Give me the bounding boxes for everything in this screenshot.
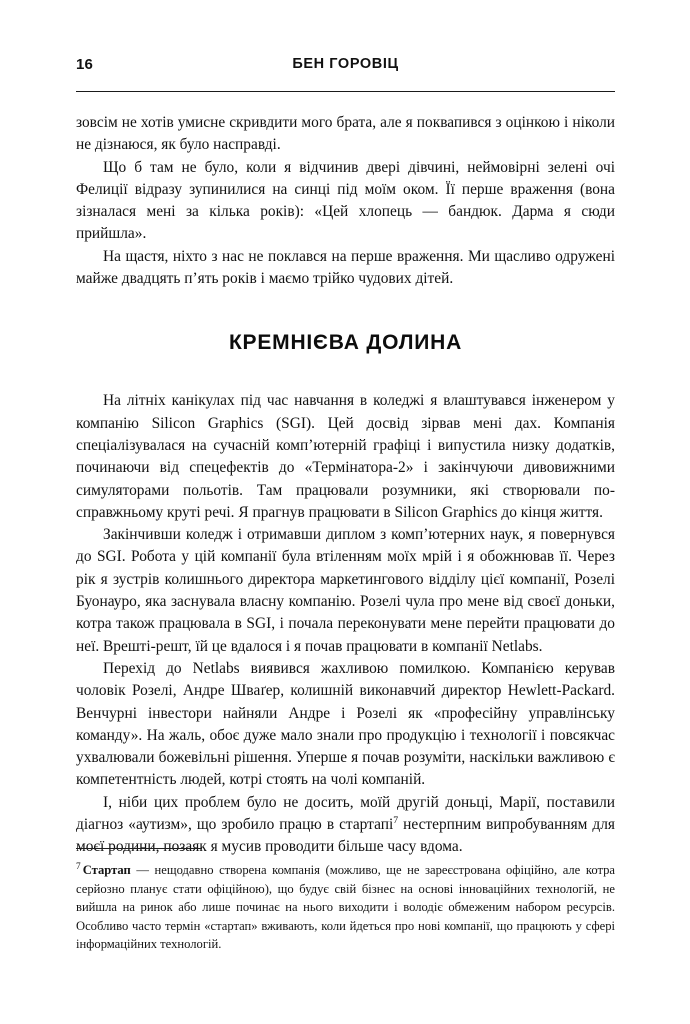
- footnote-term: Стартап: [82, 863, 131, 877]
- paragraph-continuation: зовсім не хотів умисне скривдити мого брата, але я поквапився з оцінкою і ніколи не дізнаюся, як було насправді.: [76, 114, 615, 154]
- paragraph-text-after-ref: нестерпним випробуванням для моєї родини, позаяк я мусив проводити більше часу вдома.: [76, 816, 615, 856]
- footnote-separator-rule: [76, 848, 202, 849]
- running-head: [76, 56, 615, 80]
- footnote-reference-marker[interactable]: 7: [393, 814, 399, 826]
- text-column: [76, 112, 615, 859]
- spacer: [76, 290, 615, 331]
- paragraph: На щастя, ніхто з нас не поклався на перше враження. Ми щасливо одружені майже двадцять п’ять років і маємо трійко чудових дітей.: [76, 247, 615, 288]
- footnote-definition: — нещодавно створена компанія (можливо, ще не зареєстрована офіційно, але котра серйозно планує стати офіційною), що будує свій бізнес на основі інноваційних технологій, не вийшла на ринок або лише починає на нього виходити і володіє обмеженим набором ресурсів. Особливо часто термін «стартап» вживають, коли йдеться про нові компанії, що працюють у сфері інформаційних технологій.: [76, 863, 615, 952]
- running-head-rule: [76, 91, 615, 92]
- paragraph: Перехід до Netlabs виявився жахливою помилкою. Компанією керував чоловік Розелі, Андре Шваґер, колишній виконавчий директор Hewlett-Packard. Венчурні інвестори найняли Андре і Розелі як «професійну управлінську команду». На жаль, обоє дуже мало знали про продукцію і технології і повсякчас ухвалювали божевільні рішення. Уперше я почав розуміти, наскільки важливою є компетентність людей, котрі стоять на чолі компаній.: [76, 659, 615, 789]
- paragraph-text-before-ref: І, ніби цих проблем було не досить, моїй другій доньці, Марії, поставили діагноз «аутизм», що зробило працю в стартапі: [76, 793, 615, 834]
- running-head-title: БЕН ГОРОВІЦ: [292, 56, 399, 72]
- footnote-text: [76, 861, 615, 954]
- spacer: [76, 355, 615, 390]
- section-heading: КРЕМНІЄВА ДОЛИНА: [228, 331, 463, 355]
- footnote-number: 7: [76, 861, 81, 872]
- paragraph: На літніх канікулах під час навчання в коледжі я влаштувався інженером у компанію Silicon Graphics (SGI). Цей досвід зірвав мені дах. Компанія спеціалізувалася на сучасній комп’ютерній графіці і випустила низку додатків, починаючи від спецефектів до «Термінатора-2» і закінчуючи дивовижними симуляторами польотів. Там працювали розумники, які створювали по-справжньому круті речі. Я прагнув працювати в Silicon Graphics до кінця життя.: [76, 392, 615, 521]
- footnote-block: [76, 848, 615, 954]
- page-number: 16: [76, 56, 94, 73]
- paragraph: Закінчивши коледж і отримавши диплом з комп’ютерних наук, я повернувся до SGI. Робота у цій компанії була втіленням моїх мрій і я обожнював її. Через рік я зустрів колишнього директора маркетингового відділу цієї компанії, Розелі Буонауро, яка заснувала власну компанію. Розелі чула про мене від своєї доньки, котра також працювала в SGI, і почала переконувати мене перейти працювати до неї. Врешті-решт, їй це вдалося і я почав працювати в компанії Netlabs.: [76, 526, 615, 655]
- paragraph: Що б там не було, коли я відчинив двері дівчині, неймовірні зелені очі Фелиції відразу зупинилися на синці під моїм оком. Її перше враження (вона зізналася мені за кілька років): «Цей хлопець — бандюк. Дарма я сюди прийшла».: [76, 158, 615, 243]
